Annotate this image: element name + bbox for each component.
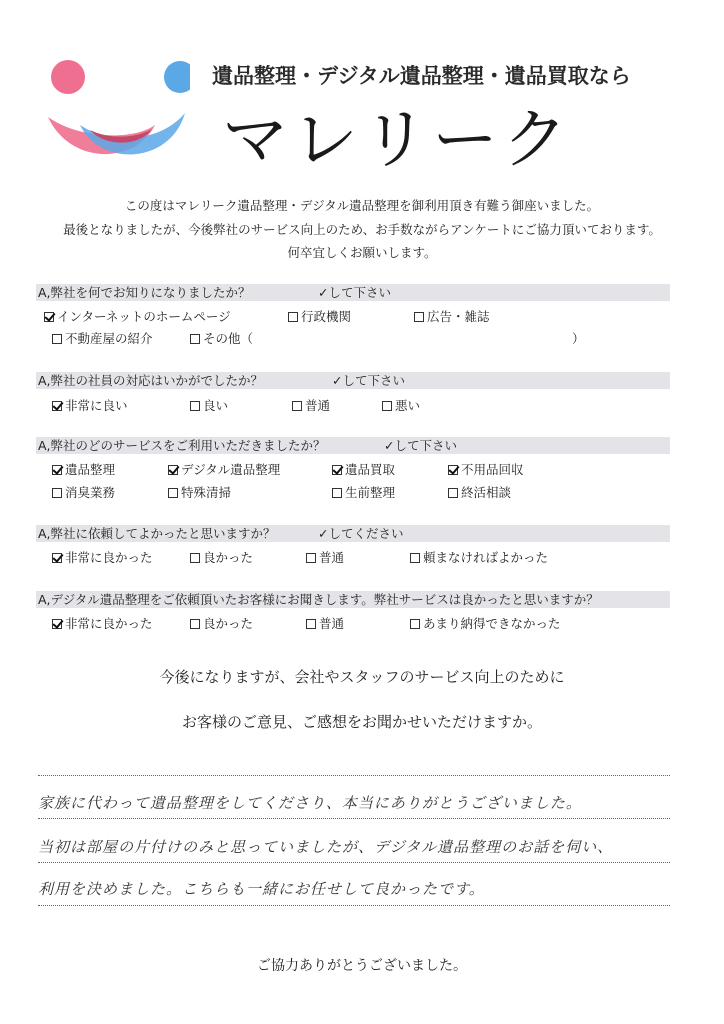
q2-option-1[interactable]: 非常に良い — [52, 396, 128, 414]
q2-option-2[interactable]: 良い — [190, 396, 228, 414]
q5-option-3[interactable]: 普通 — [306, 614, 344, 632]
q1-option-3[interactable]: 広告・雑誌 — [414, 307, 490, 325]
checkbox[interactable] — [190, 401, 200, 411]
checkbox[interactable] — [190, 619, 200, 629]
checkbox[interactable] — [168, 488, 178, 498]
question-1-bar — [36, 284, 670, 301]
q3-option-1[interactable]: 遺品整理 — [52, 460, 115, 478]
checkbox[interactable] — [52, 553, 62, 563]
checkbox[interactable] — [292, 401, 302, 411]
q1-option-1[interactable]: インターネットのホームページ — [44, 307, 231, 325]
question-2-bar — [36, 372, 670, 389]
checkbox[interactable] — [52, 401, 62, 411]
checkbox[interactable] — [44, 312, 54, 322]
q4-option-3[interactable]: 普通 — [306, 548, 344, 566]
checkbox[interactable] — [448, 465, 458, 475]
checkbox[interactable] — [52, 334, 62, 344]
question-5-bar — [36, 591, 670, 608]
question-3-text: A,弊社のどのサービスをご利用いただきましたか？ — [38, 438, 326, 453]
checkbox[interactable] — [168, 465, 178, 475]
prompt-line-2: お客様のご意見、ご感想をお聞かせいただけますか。 — [181, 713, 542, 731]
question-4-hint: ✓してください — [318, 526, 404, 541]
checkbox[interactable] — [306, 619, 316, 629]
question-5-text: A,デジタル遺品整理をご依頼頂いたお客様にお聞きします。弊社サービスは良かったと思いますか？ — [38, 592, 599, 607]
q5-option-2[interactable]: 良かった — [190, 614, 253, 632]
q5-option-4[interactable]: あまり納得できなかった — [410, 614, 561, 632]
q2-option-3[interactable]: 普通 — [292, 396, 330, 414]
q5-option-1[interactable]: 非常に良かった — [52, 614, 153, 632]
checkbox[interactable] — [52, 465, 62, 475]
q3-option-8[interactable]: 終活相談 — [448, 483, 511, 501]
checkbox[interactable] — [382, 401, 392, 411]
q3-option-2[interactable]: デジタル遺品整理 — [168, 460, 280, 478]
checkbox[interactable] — [52, 619, 62, 629]
q3-option-7[interactable]: 生前整理 — [332, 483, 395, 501]
intro-line-3: 何卒宜しくお願いします。 — [287, 245, 437, 260]
question-4-text: A,弊社に依頼してよかったと思いますか？ — [38, 526, 276, 541]
comment-line-2: 当初は部屋の片付けのみと思っていましたが、デジタル遺品整理のお話を伺い、 — [38, 838, 614, 856]
brand-name: マレリーク — [222, 101, 572, 178]
q3-option-5[interactable]: 消臭業務 — [52, 483, 115, 501]
comment-line-3: 利用を決めました。こちらも一緒にお任せして良かったです。 — [38, 880, 485, 898]
intro-line-2: 最後となりましたが、今後弊社のサービス向上のため、お手数ながらアンケートにご協力頂いております。 — [63, 222, 661, 237]
checkbox[interactable] — [306, 553, 316, 563]
checkbox[interactable] — [410, 553, 420, 563]
checkbox[interactable] — [52, 488, 62, 498]
checkbox[interactable] — [448, 488, 458, 498]
checkbox[interactable] — [332, 488, 342, 498]
question-2-hint: ✓して下さい — [332, 373, 405, 388]
q2-option-4[interactable]: 悪い — [382, 396, 420, 414]
q3-option-4[interactable]: 不用品回収 — [448, 460, 524, 478]
intro-line-1: この度はマレリーク遺品整理・デジタル遺品整理を御利用頂き有難う御座いました。 — [124, 198, 600, 213]
q4-option-2[interactable]: 良かった — [190, 548, 253, 566]
tagline: 遺品整理・デジタル遺品整理・遺品買取なら — [212, 64, 631, 88]
question-4-bar — [36, 525, 670, 542]
q1-option-2[interactable]: 行政機関 — [288, 307, 351, 325]
logo-pink-dot — [51, 60, 85, 94]
question-1-hint: ✓して下さい — [318, 285, 391, 300]
q4-option-1[interactable]: 非常に良かった — [52, 548, 153, 566]
comment-line-rule — [38, 905, 670, 906]
closing-message: ご協力ありがとうございました。 — [257, 958, 467, 974]
brand-logo — [40, 55, 190, 165]
comment-line-rule — [38, 862, 670, 863]
checkbox[interactable] — [190, 334, 200, 344]
checkbox[interactable] — [332, 465, 342, 475]
comment-line-rule — [38, 818, 670, 819]
question-2-text: A,弊社の社員の対応はいかがでしたか？ — [38, 373, 264, 388]
q1-option-5[interactable]: その他（ — [190, 329, 253, 347]
q1-option-4[interactable]: 不動産屋の紹介 — [52, 329, 153, 347]
logo-blue-dot — [164, 61, 190, 93]
q3-option-3[interactable]: 遺品買取 — [332, 460, 395, 478]
checkbox[interactable] — [288, 312, 298, 322]
checkbox[interactable] — [410, 619, 420, 629]
q1-close-paren: ） — [572, 331, 585, 346]
prompt-line-1: 今後になりますが、会社やスタッフのサービス向上のために — [159, 668, 565, 686]
q3-option-6[interactable]: 特殊清掃 — [168, 483, 231, 501]
question-3-hint: ✓して下さい — [384, 438, 457, 453]
comment-divider — [38, 775, 670, 776]
comment-line-1: 家族に代わって遺品整理をしてくださり、本当にありがとうございました。 — [38, 794, 582, 812]
question-3-bar — [36, 437, 670, 454]
q4-option-4[interactable]: 頼まなければよかった — [410, 548, 548, 566]
checkbox[interactable] — [414, 312, 424, 322]
question-1-text: A,弊社を何でお知りになりましたか？ — [38, 285, 251, 300]
checkbox[interactable] — [190, 553, 200, 563]
